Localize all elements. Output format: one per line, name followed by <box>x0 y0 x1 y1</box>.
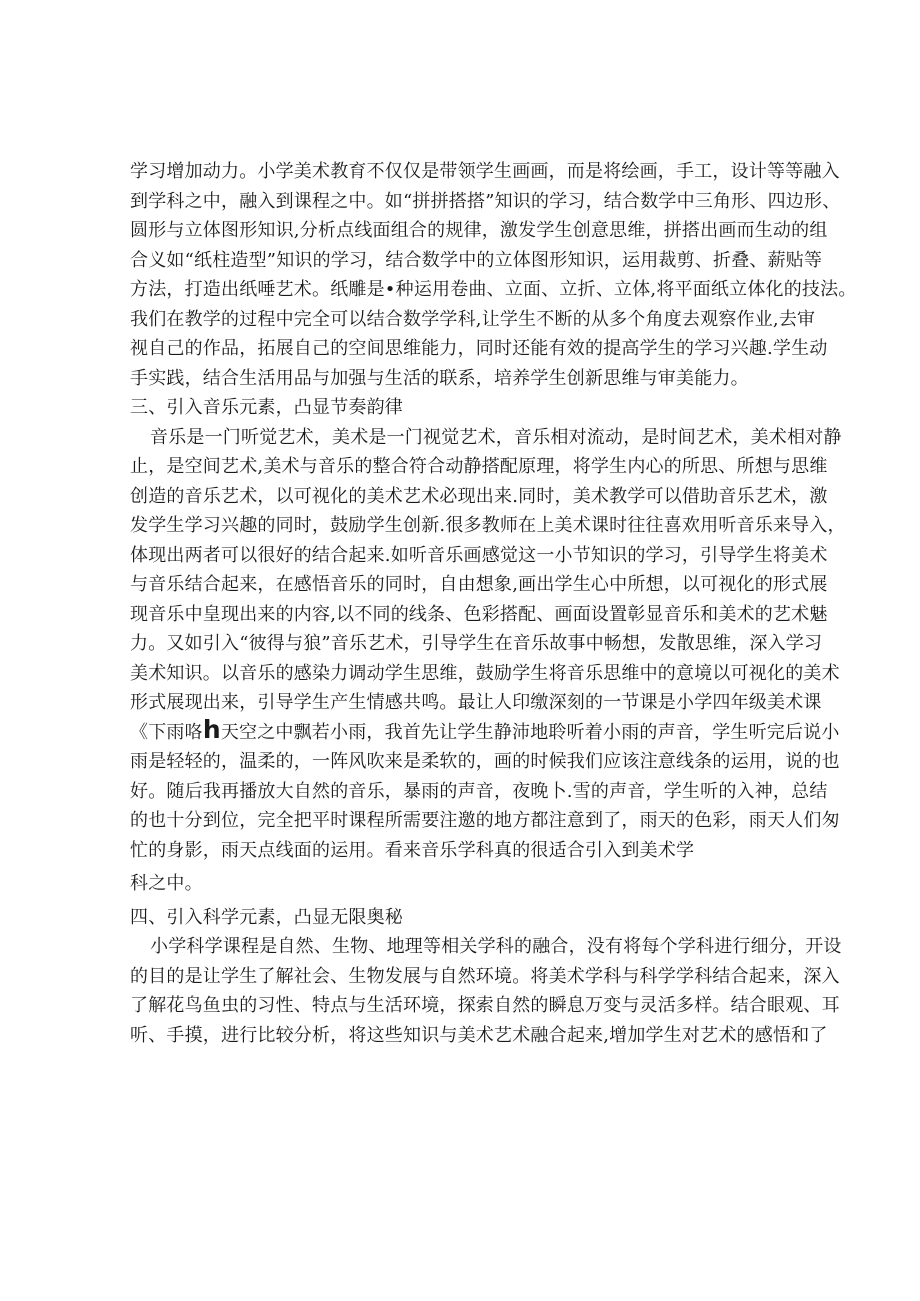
body-line: 美术知识。以音乐的感染力调动学生思维，鼓励学生将音乐思维中的意境以可视化的美术 <box>130 662 840 684</box>
paragraph-first-line: 小学科学课程是自然、生物、地理等相关学科的融合，没有将每个学科进行细分，开设 <box>150 936 842 957</box>
body-line: 学习增加动力。小学美术教育不仅仅是带领学生画画，而是将绘画，手工，设计等等融入 <box>130 161 840 182</box>
paragraph-first-line: 音乐是一门听觉艺术，美术是一门视觉艺术，音乐相对流动，是时间艺术，美术相对静 <box>150 426 842 448</box>
body-line: 科之中。 <box>130 873 203 894</box>
body-line: 听、手摸，进行比较分析，将这些知识与美术艺术融合起来,增加学生对艺术的感悟和了 <box>130 1024 828 1046</box>
body-line: 现音乐中皇现出来的内容,以不同的线条、色彩搭配、画面设置彰显音乐和美术的艺术魅 <box>130 603 828 625</box>
body-line: 方法，打造出纸唾艺术。纸雕是•种运用卷曲、立面、立折、立体,将平面纸立体化的技法。 <box>130 279 857 300</box>
text-fragment: 天空之中飘若小雨，我首先让学生静沛地聆听着小雨的声音，学生听完后说小 <box>220 721 840 743</box>
body-line: 的也十分到位，完全把平时课程所需要注邀的地方都注意到了，雨天的色彩，雨天人们匆 <box>130 810 840 831</box>
body-line: 与音乐结合起来，在感悟音乐的同时，自由想象,画出学生心中所想，以可视化的形式展 <box>130 574 828 595</box>
body-line: 雨是轻轻的，温柔的，一阵风吹来是柔软的，画的时候我们应该注意线条的运用，说的也 <box>130 751 840 772</box>
section-heading-science: 四、引入科学元素，凸显无限奥秘 <box>130 906 403 928</box>
body-line: 合义如“纸柱造型”知识的学习，结合数学中的立体图形知识，运用裁剪、折叠、薪贴等 <box>130 249 823 271</box>
body-line: 忙的身影，雨天点线面的运用。看来音乐学科真的很适合引入到美术学 <box>130 839 695 861</box>
body-line: 好。随后我再播放大自然的音乐，暴雨的声音，夜晚卜.雪的声音，学生听的入神，总结 <box>130 780 828 802</box>
document-body <box>130 157 857 1050</box>
body-line: 圆形与立体图形知识,分析点线面组合的规律，激发学生创意思维，拼搭出画而生动的组 <box>130 220 828 241</box>
body-line: 的目的是让学生了解社会、生物发展与自然环境。将美术学科与科学学科结合起来，深入 <box>130 965 840 987</box>
body-line: 视自己的作品，拓展自己的空间思维能力，同时还能有效的提高学生的学习兴趣.学生动 <box>130 338 828 359</box>
body-line: 手实践，结合生活用品与加强与生活的联系，培养学生创新思维与审美能力。 <box>130 367 749 389</box>
body-line: 止，是空间艺术,美术与音乐的整合符合动静搭配原理，将学生内心的所思、所想与思维 <box>130 456 828 477</box>
body-line: 了解花鸟鱼虫的习性、特点与生活环境，探索自然的瞬息万变与灵活多样。结合眼观、耳 <box>130 995 840 1016</box>
text-fragment: 《下雨咯 <box>130 721 203 743</box>
body-line: 体现出两者可以很好的结合起来.如听音乐画感觉这一小节知识的学习，引导学生将美术 <box>130 544 828 566</box>
body-line: 形式展现出来，引导学生产生情感共鸣。最让人印缴深刻的一节课是小学四年级美术课 <box>130 692 822 713</box>
body-line: 创造的音乐艺术，以可视化的美术艺术必现出来.同时，美术教学可以借助音乐艺术，激 <box>130 485 828 507</box>
body-line <box>130 714 840 748</box>
body-line: 我们在教学的过程中完全可以结合数学学科,让学生不断的从多个角度去观察作业,去审 <box>130 308 816 330</box>
ocr-artifact-glyph: h <box>202 714 221 744</box>
body-line: 到学科之中，融入到课程之中。如“拼拼搭搭”知识的学习，结合数学中三角形、四边形、 <box>130 190 841 212</box>
section-heading-music: 三、引入音乐元素，凸显节奏韵律 <box>130 397 403 418</box>
body-line: 发学生学习兴趣的同时，鼓励学生创新.很多教师在上美术课时往往喜欢用听音乐来导入， <box>130 515 846 536</box>
body-line: 力。又如引入“彼得与狼”音乐艺术，引导学生在音乐故事中畅想，发散思维，深入学习 <box>130 633 823 654</box>
